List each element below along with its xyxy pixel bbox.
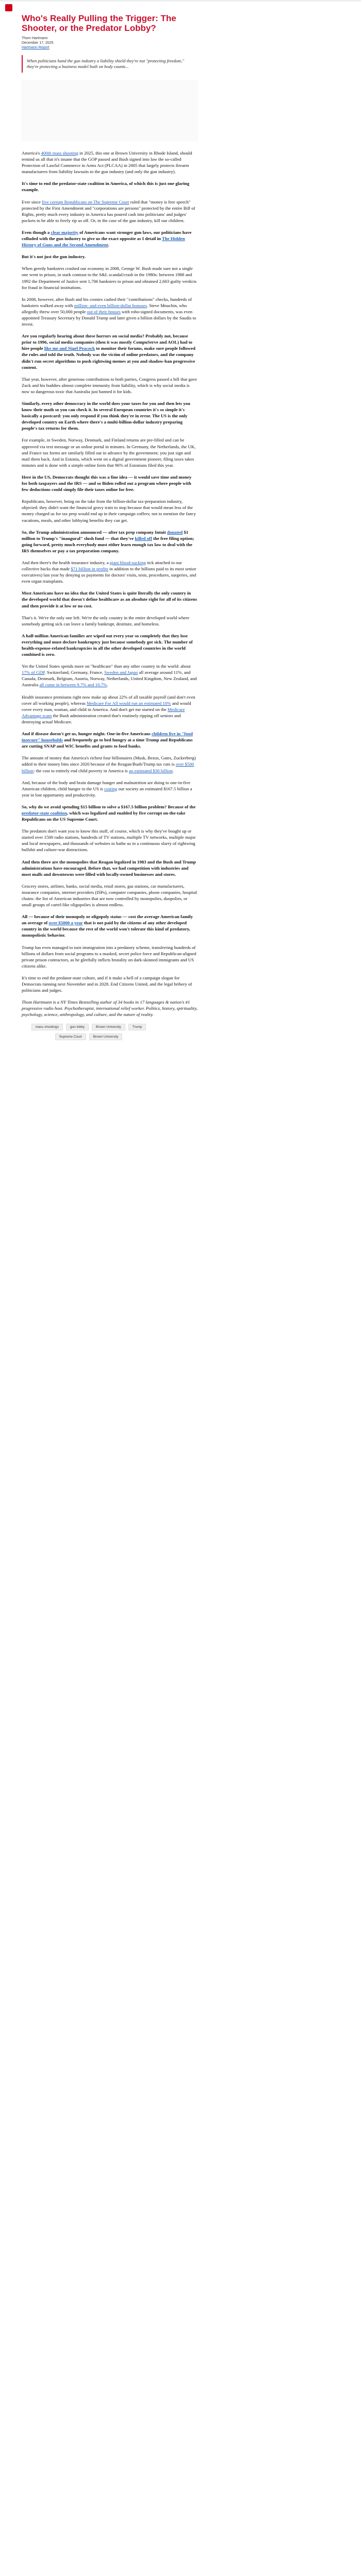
paragraph-text: Republicans, however, being on the take from the billion-dollar tax-preparation industry, objected: they didn't want the financial gravy train to stop because that would mean less of the money charged us for tax prep would end up in their campaign coffers; not to mention the fancy vacations, meals, and other lobbying benefits they can get. bbox=[22, 499, 196, 523]
paragraph-text: in 2025, this one at Brown University in Rhode Island, should remind us all that it's insane that the GOP passed and Bush signed into law the so-called Protection of Lawful Commerce in Arms Act (PLCAA) in 2005 that largely protects firearm manufacturers from liability lawsuits to the gun industry (and only the gun industry). bbox=[22, 150, 192, 175]
article-paragraph bbox=[22, 859, 198, 877]
paragraph-text: And, because of the body and brain damage hunger and malnutrition are doing to one-in-five American children, child hunger in the US is bbox=[22, 779, 191, 791]
article-paragraph bbox=[22, 253, 198, 260]
paragraph-text: Grocery stores, airlines, banks, social media, retail stores, gas stations, car manufacturers, insurance companies, internet providers (ISPs), computer companies, phone companies, hospital chains: the list of American industries that are now controlled by monopolies, duopolies, or small groups of cartel-like oligopolies is almost endless. bbox=[22, 883, 197, 908]
article-paragraph bbox=[22, 180, 198, 193]
inline-link[interactable]: donated bbox=[167, 529, 183, 535]
tag-chip[interactable]: Supreme Court bbox=[55, 1033, 86, 1040]
article-paragraph bbox=[22, 828, 198, 853]
inline-link[interactable]: clear majority bbox=[51, 229, 78, 235]
tag-chip[interactable]: Trump bbox=[128, 1024, 146, 1030]
publish-date: December 17, 2025 bbox=[22, 41, 54, 45]
paragraph-text: Even though a bbox=[22, 229, 51, 235]
article-paragraph bbox=[22, 265, 198, 290]
paragraph-text: the Bush administration created that's routinely ripping off seniors and destroying actual Medicare. bbox=[22, 713, 181, 724]
inline-link[interactable]: over $5000 a year bbox=[48, 920, 83, 926]
article-paragraph bbox=[22, 663, 198, 688]
paragraph-text: . Switzerland, Germany, France, bbox=[44, 670, 105, 675]
paragraph-text: So, the Trump administration announced — after tax prep company Intuit bbox=[22, 529, 167, 535]
paragraph-text: , which was legalized and enabled by five corrupt on-the-take Republicans on the US Supreme Court. bbox=[22, 810, 186, 822]
paragraph-text: and would cover every man, woman, and child in America. And don't get me started on the bbox=[22, 700, 191, 712]
paragraph-text: That's it. We're the only one left. We're the only country in the entire developed world where somebody getting sick can leave a family bankrupt, destitute, and homeless. bbox=[22, 615, 189, 626]
article-paragraph bbox=[22, 944, 198, 969]
tag-chip[interactable]: gun lobby bbox=[66, 1024, 89, 1030]
paragraph-text: And then there's the health insurance industry, a bbox=[22, 560, 110, 565]
inline-link[interactable]: Medicare For All would run an estimated 10% bbox=[87, 700, 171, 706]
article-paragraph bbox=[22, 376, 198, 395]
article-paragraph bbox=[22, 633, 198, 657]
article-paragraph bbox=[22, 400, 198, 431]
inline-link[interactable]: all come in between 9.7% and 10.7% bbox=[39, 682, 107, 688]
article-paragraph bbox=[22, 755, 198, 773]
tag-chip[interactable]: Brown University bbox=[92, 1024, 125, 1030]
article-paragraph bbox=[22, 333, 198, 370]
paragraph-text: So, why do we avoid spending $15 billion to solve a $167.5 billion problem? Because of the bbox=[22, 804, 196, 809]
paragraph-text: to monitor their forums, make sure people followed the rules and told the truth. Nobody was the victim of online predators, and the company didn't run secret algorithms to push rightwing memes at you and shadow-ban progressive content. bbox=[22, 346, 195, 370]
author-name: Thom Hartmann bbox=[22, 37, 48, 40]
paragraph-text: . Steve Mnuchin, who allegedly threw over 50,000 people bbox=[22, 302, 187, 314]
article-paragraph bbox=[22, 590, 198, 608]
inline-link[interactable]: giant blood-sucking bbox=[109, 560, 146, 565]
article-paragraph bbox=[22, 296, 198, 327]
article-paragraph bbox=[22, 999, 198, 1018]
article-paragraph bbox=[22, 883, 198, 908]
inline-link[interactable]: killed off bbox=[135, 535, 152, 541]
paragraph-text: Trump has even managed to turn immigration into a predatory scheme, transferring hundreds of billions of dollars from social programs to a masked, secret police force and Republican-aligned private prison contractors, as he gleefully inflicts brutality on dark-skinned immigrants and US citizens alike. bbox=[22, 944, 196, 969]
paragraph-text: Thom Hartmann is a NY Times Bestselling author of 34 books in 17 languages & nation's #1 progressive radio host. Psychotherapist, international relief worker. Politics, history, spirituality, psychology, science, anthropology, and culture, and the nature of reality. bbox=[22, 999, 198, 1018]
paragraph-text: And then there are the monopolies that Reagan legalized in 1983 and the Bush and Trump administrations have encouraged. Before that, we had competition with industries and most malls and downtowns were filled with locally-owned businesses and stores. bbox=[22, 859, 196, 877]
paragraph-text: America's bbox=[22, 150, 41, 156]
pull-quote: When politicians hand the gun industry a liability shield they're not "protecting freedom," they're protecting a business model built on body counts... bbox=[22, 55, 198, 73]
article-paragraph bbox=[22, 150, 198, 175]
inline-link[interactable]: like me and Nigel Peacock bbox=[44, 346, 95, 351]
article-paragraph bbox=[22, 498, 198, 523]
tag-list bbox=[22, 1024, 156, 1040]
inline-link[interactable]: out of their houses bbox=[87, 309, 121, 314]
article-paragraph bbox=[22, 975, 198, 993]
inline-link[interactable]: Medicare Advantage scam bbox=[22, 706, 185, 718]
inline-link[interactable]: an estimated $30 billion bbox=[128, 768, 173, 773]
paragraph-text: It's time to end the predator-state coalition in America, of which this is just one glaring example. bbox=[22, 181, 189, 193]
article-paragraph bbox=[22, 560, 198, 584]
paragraph-text: in addition to the billions paid to its most senior executives) last year by denying us payments for doctors' visits, tests, procedures, surgeries, and even organ transplants. bbox=[22, 566, 196, 584]
inline-link[interactable]: $71 billion in profits bbox=[71, 566, 108, 572]
article-paragraph bbox=[22, 529, 198, 554]
paragraph-text: Most Americans have no idea that the United States is quite literally the only country in the developed world that doesn't define healthcare as an absolute right for all of its citizens and then provide it at low or no cost. bbox=[22, 590, 198, 608]
article bbox=[22, 13, 198, 1040]
paragraph-text: A half-million American families are wiped out every year so completely that they lose everything and must declare bankruptcy just because somebody got sick. The number of health-expense-related bankruptcies in all the other developed countries in the world combined is zero. bbox=[22, 633, 193, 657]
paragraph-text: Health insurance premiums right now make up about 22% of all taxable payroll (and don't even cover all working people), whereas bbox=[22, 694, 195, 706]
article-paragraph bbox=[22, 474, 198, 493]
paragraph-text: that is not paid by the citizens of any other developed country in the world because the rest of the world won't tolerate this kind of predatory, monopolistic behavior. bbox=[22, 920, 190, 938]
article-meta bbox=[22, 36, 198, 50]
paragraph-text: tick attached to our collective backs that made bbox=[22, 560, 182, 572]
paragraph-text: Are you regularly hearing about these horrors on social media? Probably not, because prior to 1996, social media companies (then it was mostly CompuServe and AOL) had to hire people bbox=[22, 333, 192, 351]
inline-link[interactable]: 400th mass shooting bbox=[41, 150, 78, 156]
top-bar bbox=[0, 0, 361, 5]
inline-link[interactable]: million- and even billion-dollar bonuses bbox=[74, 302, 147, 308]
article-paragraph bbox=[22, 694, 198, 725]
paragraph-text: . bbox=[108, 242, 109, 248]
paragraph-text: ruled that "money is free speech" protected by the First Amendment and "corporations are persons" protected by the entire Bill of Rights, pretty much every industry in America has poured cash into politicians' and judges' pockets to be able to freely rip us off. Or, in the case of the gun industry, kill our children. bbox=[22, 199, 195, 223]
publication-link[interactable]: Hartmann Report bbox=[22, 46, 50, 49]
paragraph-text: The amount of money that America's richest four billionaires (Musk, Bezos, Gates, Zuckerberg) added to their money bins since 2020 because of the Reagan/Bush/Trump tax cuts is bbox=[22, 755, 196, 767]
paragraph-text: In 2008, however, after Bush and his cronies cashed their "contributions" checks, hundreds of banksters walked away with bbox=[22, 296, 192, 308]
paragraph-text: For example, in Sweden, Norway, Denmark, and Finland returns are pre-filled and can be approved via text message or an online portal in minutes. In Germany, the Netherlands, the UK, and France tax forms are similarly filled out in advance by the government; you just sign and mail them back. And in Estonia, which went on a digital government pioneer, filing taxes takes minutes and is done with a simple online form that 96% of Estonians filed this year. bbox=[22, 437, 196, 468]
paragraph-text: and frequently go to bed hungry at a time Trump and Republicans are cutting SNAP and WIC benefits and grants to food banks. bbox=[22, 737, 193, 749]
paragraph-text: with robo-signed documents, was even appointed Treasury Secretary by Donald Trump and later given a billion dollars by the Saudis to invest. bbox=[22, 309, 196, 327]
inline-link[interactable]: over $500 billion bbox=[22, 761, 194, 773]
paragraph-text: the free filing option; going forward, pretty much everybody must either learn enough tax law to deal with the IRS themselves or pay a tax preparation company. bbox=[22, 535, 194, 553]
tag-chip[interactable]: Brown University bbox=[89, 1033, 123, 1040]
inline-link[interactable]: children live in "food insecure" households bbox=[22, 731, 193, 743]
inline-link[interactable]: predator-state coalition bbox=[22, 810, 67, 816]
tag-chip[interactable]: mass shootings bbox=[31, 1024, 63, 1030]
article-paragraph bbox=[22, 804, 198, 822]
paragraph-text: all average around 11%, and Canada, Denmark, Belgium, Austria, Norway, Netherlands, United Kingdom, New Zealand, and Australia bbox=[22, 670, 197, 688]
paragraph-text: our society an estimated $167.5 billion a year in lost opportunity and productivity. bbox=[22, 786, 192, 798]
article-paragraph bbox=[22, 229, 198, 248]
article-paragraph bbox=[22, 615, 198, 627]
paragraph-text: When greedy banksters crashed our economy in 2008, George W. Bush made sure not a single one went to prison, in stark contrast to the S&L scandal/crash in the 1980s: between 1988 and 1992 the Department of Justice sent 1,706 banksters to prison and obtained 2,603 guilty verdicts for fraud in financial institutions. bbox=[22, 266, 197, 290]
paragraph-text: : the cost to entirely end child poverty in America is bbox=[33, 768, 129, 773]
site-logo-icon[interactable] bbox=[5, 4, 12, 11]
article-paragraph bbox=[22, 437, 198, 468]
paragraph-text: And if disease doesn't get us, hunger might. One-in-five Americans bbox=[22, 731, 152, 737]
inline-link[interactable]: costing bbox=[104, 786, 118, 791]
article-paragraph bbox=[22, 913, 198, 938]
paragraph-text: The predators don't want you to know this stuff, of course, which is why they've bought up or started over 1500 radio stations, hundreds of TV stations, multiple TV networks, multiple major and local newspapers, and thousands of websites to bathe us in a continuous slurry of rightwing bullshit and culture-war distractions. bbox=[22, 828, 196, 853]
paragraph-text: All — because of their monopoly or oligopoly status — cost the average American family an average of bbox=[22, 914, 193, 926]
paragraph-text: Yet the United States spends more on "healthcare" than any other country in the world: about bbox=[22, 664, 191, 669]
paragraph-text: Similarly, every other democracy in the world does your taxes for you and then lets you know their math so you can check it. In several European countries it's so simple it's basically a postcard: you only respond if you think they're in error. The US is the only developed country on Earth where there's a multi-billion-dollar industry preparing people's tax returns for them. bbox=[22, 401, 190, 431]
inline-link[interactable]: five corrupt Republicans on The Supreme Court bbox=[42, 199, 129, 205]
paragraph-text: It's time to end the predator-state culture, and if it make a hell of a campaign slogan for Democrats running next November and in 2028. End Citizens United, and the legal bribery of politicians and judges. bbox=[22, 975, 192, 993]
article-body bbox=[22, 150, 198, 1018]
paragraph-text: Ever since bbox=[22, 199, 42, 205]
inline-link[interactable]: Sweden and Japan bbox=[104, 670, 138, 675]
paragraph-text: of Americans want stronger gun laws, our politicians have colluded with the gun industry to give us the exact opposite as I detail in bbox=[22, 229, 192, 242]
article-paragraph bbox=[22, 199, 198, 224]
paragraph-text: Here in the US, Democrats thought this was a fine idea — it would save time and money for both taxpayers and the IRS — and so Biden rolled out a program where people with few deductions could simply file their taxes online for free. bbox=[22, 474, 192, 493]
inline-link[interactable]: 17% of GDP bbox=[22, 670, 45, 675]
article-title: Who's Really Pulling the Trigger: The Shooter, or the Predator Lobby? bbox=[22, 13, 176, 33]
paragraph-text: . bbox=[172, 768, 174, 773]
article-paragraph bbox=[22, 731, 198, 749]
inline-link[interactable]: The Hidden History of Guns and the Second Amendment bbox=[22, 236, 185, 248]
paragraph-text: . bbox=[107, 682, 108, 688]
article-paragraph bbox=[22, 779, 198, 798]
paragraph-text: That year, however, after generous contributions to both parties, Congress passed a bill that gave Zuck and his buddies almost complete immunity from liability, which is why social media is now so dangerous toxic that Australia just banned it for kids. bbox=[22, 376, 198, 394]
ad-space bbox=[22, 80, 198, 142]
paragraph-text: $1 million to Trump's "inaugural" slush fund — that they've bbox=[22, 529, 189, 541]
paragraph-text: But it's not just the gun industry. bbox=[22, 254, 86, 260]
